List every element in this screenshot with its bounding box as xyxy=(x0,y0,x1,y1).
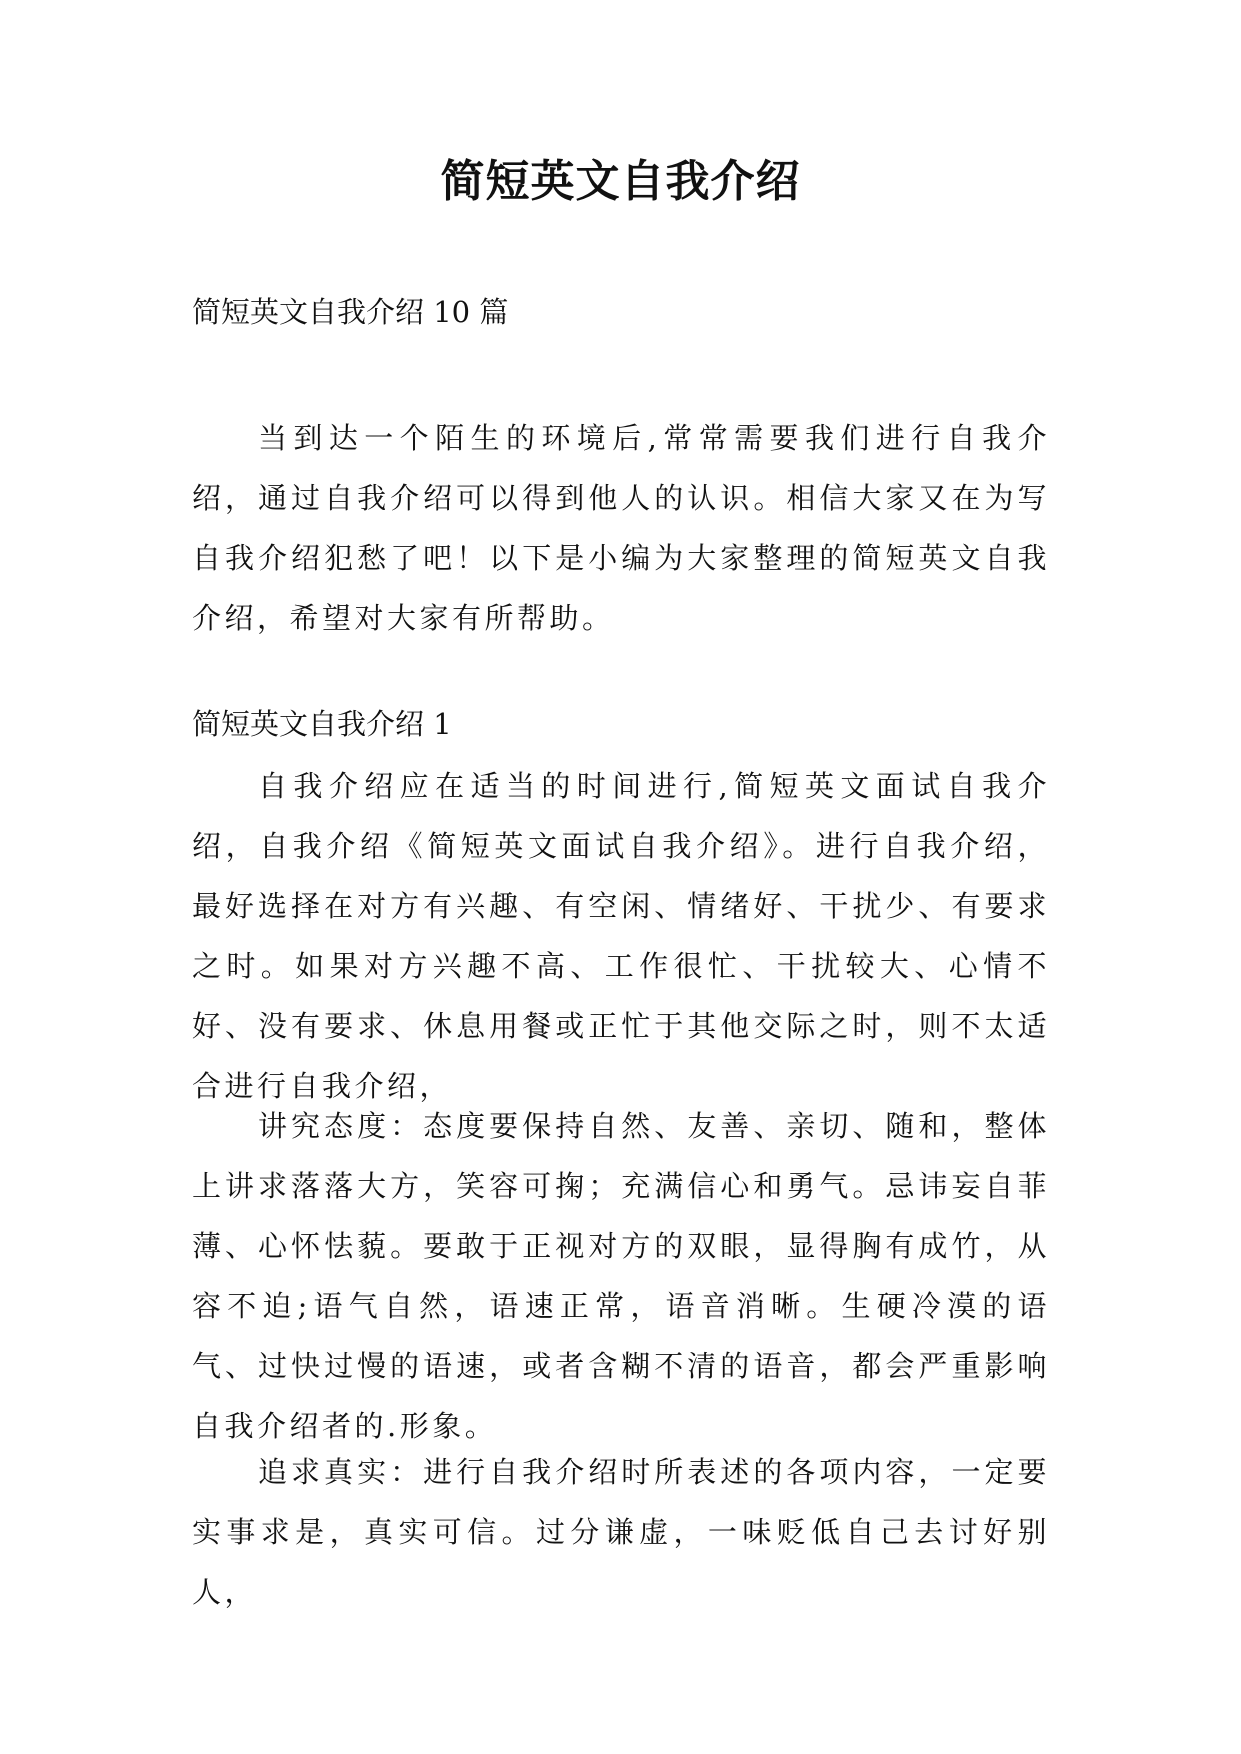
document-subtitle: 简短英文自我介绍 10 篇 xyxy=(192,295,509,329)
document-title: 简短英文自我介绍 xyxy=(440,156,801,207)
body-paragraph: 自我介绍应在适当的时间进行,简短英文面试自我介绍，自我介绍《简短英文面试自我介绍》。进行自我介绍，最好选择在对方有兴趣、有空闲、情绪好、干扰少、有要求之时。如果对方兴趣不高、工作很忙、干扰较大、心情不好、没有要求、休息用餐或正忙于其他交际之时，则不太适合进行自我介绍， xyxy=(192,769,1050,1103)
intro-paragraph: 当到达一个陌生的环境后,常常需要我们进行自我介绍，通过自我介绍可以得到他人的认识。相信大家又在为写自我介绍犯愁了吧！以下是小编为大家整理的简短英文自我介绍，希望对大家有所帮助。 xyxy=(192,421,1050,635)
section-heading: 简短英文自我介绍 1 xyxy=(192,707,452,741)
body-paragraph: 追求真实：进行自我介绍时所表述的各项内容，一定要实事求是，真实可信。过分谦虚，一味贬低自己去讨好别人， xyxy=(192,1455,1050,1609)
body-paragraph: 讲究态度：态度要保持自然、友善、亲切、随和，整体上讲求落落大方，笑容可掬；充满信心和勇气。忌讳妄自菲薄、心怀怯藐。要敢于正视对方的双眼，显得胸有成竹，从容不迫;语气自然，语速正常，语音消晰。生硬冷漠的语气、过快过慢的语速，或者含糊不清的语音，都会严重影响自我介绍者的.形象。 xyxy=(192,1109,1050,1443)
